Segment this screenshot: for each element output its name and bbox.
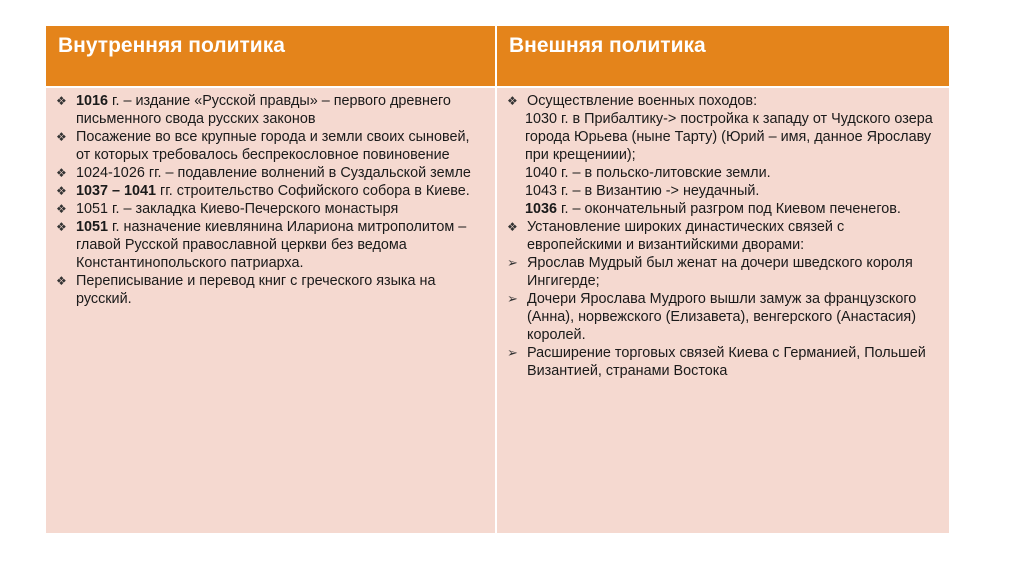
diamond-bullet-icon: ❖ bbox=[507, 220, 518, 234]
arrow-bullet-icon: ➢ bbox=[507, 255, 518, 270]
list-item bbox=[54, 92, 487, 128]
list-item bbox=[505, 164, 941, 182]
item-text: Переписывание и перевод книг с греческого языка на русский. bbox=[76, 273, 436, 307]
item-text: г. назначение киевлянина Илариона митрополитом – главой Русской православной церкви без ведома Константинопольского патриарха. bbox=[76, 219, 467, 271]
item-date: 1036 bbox=[525, 201, 558, 217]
list-item bbox=[505, 344, 941, 380]
item-text: Расширение торговых связей Киева с Германией, Польшей Византией, странами Востока bbox=[527, 345, 926, 379]
item-text: 1030 г. в Прибалтику-> постройка к западу от Чудского озера города Юрьева (ныне Тарту) (Юрий – имя, данное Ярославу при крещениии); bbox=[525, 111, 933, 163]
diamond-bullet-icon: ❖ bbox=[56, 130, 67, 144]
external-policy-cell bbox=[497, 86, 949, 533]
item-text: Установление широких династических связей с европейскими и византийскими дворами: bbox=[527, 219, 845, 253]
diamond-bullet-icon: ❖ bbox=[56, 202, 67, 216]
list-item bbox=[54, 128, 487, 164]
list-item bbox=[505, 110, 941, 164]
list-item bbox=[505, 200, 941, 218]
internal-policy-cell bbox=[46, 86, 497, 533]
list-item bbox=[505, 218, 941, 254]
item-text: 1043 г. – в Византию -> неудачный. bbox=[525, 183, 760, 199]
item-date: 1037 – 1041 bbox=[76, 183, 157, 199]
list-item bbox=[54, 182, 487, 200]
item-text: Осуществление военных походов: bbox=[527, 93, 758, 109]
list-item bbox=[54, 272, 487, 308]
diamond-bullet-icon: ❖ bbox=[56, 274, 67, 288]
header-internal-policy: Внутренняя политика bbox=[46, 26, 497, 86]
arrow-bullet-icon: ➢ bbox=[507, 291, 518, 306]
list-item bbox=[54, 218, 487, 272]
item-date: 1051 bbox=[76, 219, 109, 235]
item-text: г. – издание «Русской правды» – первого древнего письменного свода русских законов bbox=[76, 93, 451, 127]
arrow-bullet-icon: ➢ bbox=[507, 345, 518, 360]
list-item bbox=[54, 200, 487, 218]
diamond-bullet-icon: ❖ bbox=[56, 184, 67, 198]
item-date: 1016 bbox=[76, 93, 109, 109]
diamond-bullet-icon: ❖ bbox=[56, 94, 67, 108]
item-text: 1024-1026 гг. – подавление волнений в Суздальской земле bbox=[76, 165, 471, 181]
diamond-bullet-icon: ❖ bbox=[507, 94, 518, 108]
header-external-policy: Внешняя политика bbox=[497, 26, 949, 86]
item-text: Дочери Ярослава Мудрого вышли замуж за французского (Анна), норвежского (Елизавета), венгерского (Анастасия) королей. bbox=[527, 291, 917, 343]
diamond-bullet-icon: ❖ bbox=[56, 220, 67, 234]
item-text: гг. строительство Софийского собора в Киеве. bbox=[156, 183, 470, 199]
list-item bbox=[505, 290, 941, 344]
list-item bbox=[54, 164, 487, 182]
list-item bbox=[505, 254, 941, 290]
policy-table bbox=[46, 26, 949, 533]
diamond-bullet-icon: ❖ bbox=[56, 166, 67, 180]
list-item bbox=[505, 92, 941, 110]
list-item bbox=[505, 182, 941, 200]
item-text: Ярослав Мудрый был женат на дочери шведского короля Ингигерде; bbox=[527, 255, 913, 289]
item-text: 1051 г. – закладка Киево-Печерского монастыря bbox=[76, 201, 399, 217]
item-text: г. – окончательный разгром под Киевом печенегов. bbox=[557, 201, 901, 217]
item-text: 1040 г. – в польско-литовские земли. bbox=[525, 165, 771, 181]
item-text: Посажение во все крупные города и земли своих сыновей, от которых требовалось беспрекословное повиновение bbox=[76, 129, 470, 163]
